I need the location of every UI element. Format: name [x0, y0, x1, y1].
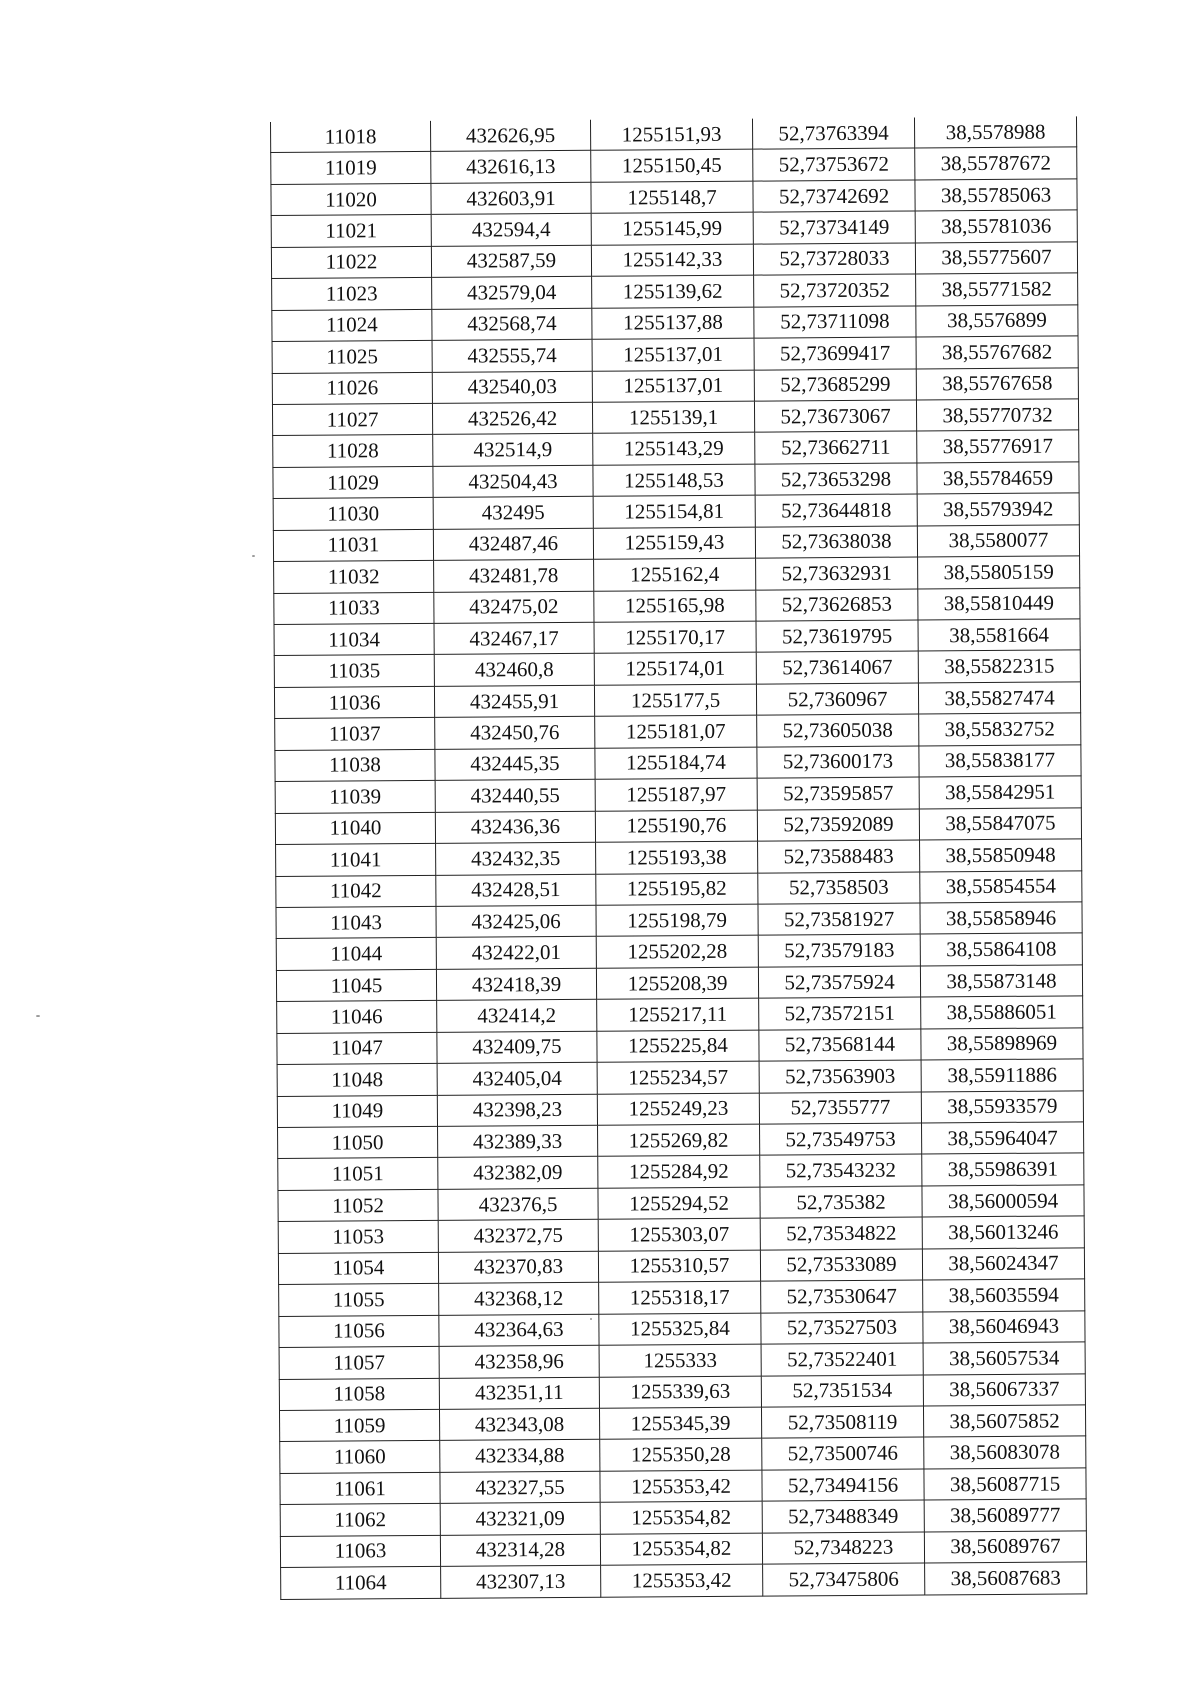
y-coordinate-cell: 1255174,01	[594, 653, 756, 686]
latitude-cell: 52,73673067	[754, 400, 916, 433]
y-coordinate-cell: 1255353,42	[600, 1470, 762, 1503]
y-coordinate-cell: 1255139,1	[592, 401, 754, 434]
point-number-cell: 11033	[274, 592, 434, 625]
point-number-cell: 11060	[280, 1441, 440, 1474]
y-coordinate-cell: 1255234,57	[597, 1061, 759, 1094]
point-number-cell: 11062	[280, 1504, 440, 1537]
longitude-cell: 38,55873148	[920, 965, 1082, 998]
x-coordinate-cell: 432504,43	[433, 465, 593, 498]
longitude-cell: 38,55832752	[919, 713, 1081, 746]
longitude-cell: 38,55986391	[922, 1153, 1084, 1186]
latitude-cell: 52,73734149	[753, 211, 915, 244]
longitude-cell: 38,55785063	[915, 179, 1077, 212]
longitude-cell: 38,56087683	[925, 1562, 1087, 1595]
longitude-cell: 38,55886051	[921, 996, 1083, 1029]
latitude-cell: 52,7348223	[762, 1532, 924, 1565]
y-coordinate-cell: 1255137,01	[592, 370, 754, 403]
x-coordinate-cell: 432440,55	[435, 779, 595, 812]
point-number-cell: 11035	[274, 655, 434, 688]
table-row	[281, 1562, 1087, 1599]
scan-speck	[252, 555, 255, 557]
latitude-cell: 52,73626853	[756, 589, 918, 622]
x-coordinate-cell: 432425,06	[436, 905, 596, 938]
point-number-cell: 11028	[273, 435, 433, 468]
x-coordinate-cell: 432358,96	[439, 1345, 599, 1378]
x-coordinate-cell: 432587,59	[431, 245, 591, 278]
longitude-cell: 38,56083078	[924, 1436, 1086, 1469]
point-number-cell: 11048	[277, 1063, 437, 1096]
point-number-cell: 11049	[277, 1095, 437, 1128]
y-coordinate-cell: 1255354,82	[600, 1533, 762, 1566]
longitude-cell: 38,56089777	[924, 1499, 1086, 1532]
x-coordinate-cell: 432370,83	[438, 1251, 598, 1284]
x-coordinate-cell: 432436,36	[435, 811, 595, 844]
x-coordinate-cell: 432351,11	[439, 1377, 599, 1410]
x-coordinate-cell: 432594,4	[431, 214, 591, 247]
point-number-cell: 11031	[273, 529, 433, 562]
longitude-cell: 38,56035594	[923, 1279, 1085, 1312]
point-number-cell: 11036	[274, 686, 434, 719]
point-number-cell: 11025	[272, 340, 432, 373]
latitude-cell: 52,73614067	[756, 651, 918, 684]
latitude-cell: 52,73592089	[757, 809, 919, 842]
point-number-cell: 11051	[278, 1158, 438, 1191]
y-coordinate-cell: 1255354,82	[600, 1501, 762, 1534]
y-coordinate-cell: 1255303,07	[598, 1218, 760, 1251]
longitude-cell: 38,55842951	[919, 776, 1081, 809]
latitude-cell: 52,73579183	[758, 934, 920, 967]
y-coordinate-cell: 1255333	[599, 1344, 761, 1377]
x-coordinate-cell: 432414,2	[437, 999, 597, 1032]
longitude-cell: 38,55767658	[916, 367, 1078, 400]
latitude-cell: 52,73644818	[755, 494, 917, 527]
y-coordinate-cell: 1255177,5	[594, 684, 756, 717]
x-coordinate-cell: 432422,01	[436, 937, 596, 970]
point-number-cell: 11029	[273, 466, 433, 499]
longitude-cell: 38,55827474	[918, 682, 1080, 715]
point-number-cell: 11047	[277, 1032, 437, 1065]
point-number-cell: 11053	[278, 1221, 438, 1254]
y-coordinate-cell: 1255181,07	[595, 715, 757, 748]
latitude-cell: 52,73543232	[760, 1154, 922, 1187]
x-coordinate-cell: 432372,75	[438, 1220, 598, 1253]
longitude-cell: 38,55787672	[915, 147, 1077, 180]
y-coordinate-cell: 1255148,53	[593, 464, 755, 497]
longitude-cell: 38,55810449	[918, 587, 1080, 620]
point-number-cell: 11042	[276, 875, 436, 908]
x-coordinate-cell: 432514,9	[433, 434, 593, 467]
y-coordinate-cell: 1255162,4	[594, 558, 756, 591]
longitude-cell: 38,55770732	[916, 399, 1078, 432]
latitude-cell: 52,73534822	[760, 1217, 922, 1250]
point-number-cell: 11034	[274, 623, 434, 656]
y-coordinate-cell: 1255225,84	[597, 1030, 759, 1063]
y-coordinate-cell: 1255190,76	[595, 810, 757, 843]
longitude-cell: 38,56000594	[922, 1185, 1084, 1218]
latitude-cell: 52,73494156	[762, 1469, 924, 1502]
longitude-cell: 38,56057534	[923, 1342, 1085, 1375]
x-coordinate-cell: 432389,33	[438, 1125, 598, 1158]
y-coordinate-cell: 1255148,7	[591, 181, 753, 214]
x-coordinate-cell: 432382,09	[438, 1157, 598, 1190]
latitude-cell: 52,73527503	[761, 1312, 923, 1345]
latitude-cell: 52,73632931	[756, 557, 918, 590]
latitude-cell: 52,73753672	[753, 148, 915, 181]
point-number-cell: 11019	[271, 152, 431, 185]
y-coordinate-cell: 1255325,84	[599, 1313, 761, 1346]
y-coordinate-cell: 1255345,39	[599, 1407, 761, 1440]
point-number-cell: 11023	[272, 278, 432, 311]
point-number-cell: 11057	[279, 1346, 439, 1379]
longitude-cell: 38,55850948	[920, 839, 1082, 872]
x-coordinate-cell: 432368,12	[439, 1282, 599, 1315]
x-coordinate-cell: 432495	[433, 497, 593, 530]
point-number-cell: 11020	[271, 183, 431, 216]
point-number-cell: 11032	[274, 560, 434, 593]
x-coordinate-cell: 432314,28	[440, 1534, 600, 1567]
x-coordinate-cell: 432428,51	[436, 874, 596, 907]
longitude-cell: 38,5581664	[918, 619, 1080, 652]
point-number-cell: 11027	[272, 403, 432, 436]
x-coordinate-cell: 432343,08	[439, 1408, 599, 1441]
longitude-cell: 38,55793942	[917, 493, 1079, 526]
y-coordinate-cell: 1255350,28	[600, 1438, 762, 1471]
y-coordinate-cell: 1255154,81	[593, 495, 755, 528]
x-coordinate-cell: 432579,04	[432, 276, 592, 309]
point-number-cell: 11061	[280, 1472, 440, 1505]
longitude-cell: 38,5578988	[914, 116, 1076, 148]
longitude-cell: 38,55864108	[920, 933, 1082, 966]
point-number-cell: 11044	[276, 938, 436, 971]
x-coordinate-cell: 432481,78	[434, 559, 594, 592]
y-coordinate-cell: 1255165,98	[594, 590, 756, 623]
latitude-cell: 52,73530647	[761, 1280, 923, 1313]
longitude-cell: 38,55776917	[917, 430, 1079, 463]
point-number-cell: 11063	[280, 1535, 440, 1568]
y-coordinate-cell: 1255202,28	[596, 935, 758, 968]
y-coordinate-cell: 1255249,23	[597, 1093, 759, 1126]
x-coordinate-cell: 432568,74	[432, 308, 592, 341]
longitude-cell: 38,55858946	[920, 902, 1082, 935]
longitude-cell: 38,55781036	[915, 210, 1077, 243]
latitude-cell: 52,7351534	[761, 1374, 923, 1407]
longitude-cell: 38,55784659	[917, 462, 1079, 495]
x-coordinate-cell: 432555,74	[432, 339, 592, 372]
y-coordinate-cell: 1255170,17	[594, 621, 756, 654]
x-coordinate-cell: 432376,5	[438, 1188, 598, 1221]
longitude-cell: 38,55771582	[916, 273, 1078, 306]
y-coordinate-cell: 1255150,45	[591, 150, 753, 183]
x-coordinate-cell: 432445,35	[435, 748, 595, 781]
x-coordinate-cell: 432405,04	[437, 1062, 597, 1095]
longitude-cell: 38,55822315	[918, 650, 1080, 683]
longitude-cell: 38,56089767	[924, 1531, 1086, 1564]
x-coordinate-cell: 432409,75	[437, 1031, 597, 1064]
point-number-cell: 11055	[279, 1284, 439, 1317]
latitude-cell: 52,73500746	[762, 1437, 924, 1470]
y-coordinate-cell: 1255137,01	[592, 338, 754, 371]
x-coordinate-cell: 432487,46	[433, 528, 593, 561]
latitude-cell: 52,73605038	[757, 714, 919, 747]
point-number-cell: 11059	[279, 1409, 439, 1442]
longitude-cell: 38,55911886	[921, 1059, 1083, 1092]
scan-speck	[36, 1015, 40, 1017]
x-coordinate-cell: 432450,76	[435, 717, 595, 750]
y-coordinate-cell: 1255198,79	[596, 904, 758, 937]
x-coordinate-cell: 432432,35	[436, 842, 596, 875]
latitude-cell: 52,73685299	[754, 368, 916, 401]
x-coordinate-cell: 432334,88	[440, 1440, 600, 1473]
y-coordinate-cell: 1255159,43	[593, 527, 755, 560]
x-coordinate-cell: 432626,95	[430, 120, 590, 152]
point-number-cell: 11054	[278, 1252, 438, 1285]
y-coordinate-cell: 1255139,62	[592, 275, 754, 308]
x-coordinate-cell: 432398,23	[437, 1094, 597, 1127]
y-coordinate-cell: 1255137,88	[592, 307, 754, 340]
x-coordinate-cell: 432418,39	[436, 968, 596, 1001]
y-coordinate-cell: 1255151,93	[590, 119, 752, 151]
latitude-cell: 52,73638038	[755, 526, 917, 559]
x-coordinate-cell: 432327,55	[440, 1471, 600, 1504]
latitude-cell: 52,73595857	[757, 777, 919, 810]
longitude-cell: 38,56013246	[922, 1216, 1084, 1249]
x-coordinate-cell: 432475,02	[434, 591, 594, 624]
y-coordinate-cell: 1255187,97	[595, 778, 757, 811]
y-coordinate-cell: 1255318,17	[599, 1281, 761, 1314]
longitude-cell: 38,56046943	[923, 1310, 1085, 1343]
longitude-cell: 38,55775607	[915, 242, 1077, 275]
x-coordinate-cell: 432467,17	[434, 622, 594, 655]
point-number-cell: 11040	[275, 812, 435, 845]
longitude-cell: 38,55964047	[922, 1122, 1084, 1155]
point-number-cell: 11022	[271, 246, 431, 279]
longitude-cell: 38,55847075	[919, 807, 1081, 840]
y-coordinate-cell: 1255294,52	[598, 1187, 760, 1220]
latitude-cell: 52,73619795	[756, 620, 918, 653]
latitude-cell: 52,73508119	[761, 1406, 923, 1439]
latitude-cell: 52,73720352	[754, 274, 916, 307]
point-number-cell: 11030	[273, 498, 433, 531]
longitude-cell: 38,56087715	[924, 1468, 1086, 1501]
coordinates-table	[270, 116, 1087, 1599]
x-coordinate-cell: 432460,8	[434, 654, 594, 687]
point-number-cell: 11018	[271, 121, 431, 153]
y-coordinate-cell: 1255310,57	[598, 1250, 760, 1283]
latitude-cell: 52,73533089	[760, 1249, 922, 1282]
point-number-cell: 11026	[272, 372, 432, 405]
longitude-cell: 38,56067337	[923, 1373, 1085, 1406]
point-number-cell: 11024	[272, 309, 432, 342]
latitude-cell: 52,73711098	[754, 306, 916, 339]
latitude-cell: 52,7355777	[759, 1092, 921, 1125]
point-number-cell: 11041	[276, 843, 436, 876]
x-coordinate-cell: 432616,13	[431, 151, 591, 184]
point-number-cell: 11058	[279, 1378, 439, 1411]
x-coordinate-cell: 432540,03	[432, 371, 592, 404]
longitude-cell: 38,55767682	[916, 336, 1078, 369]
x-coordinate-cell: 432455,91	[434, 685, 594, 718]
latitude-cell: 52,73653298	[755, 463, 917, 496]
latitude-cell: 52,73742692	[753, 180, 915, 213]
y-coordinate-cell: 1255339,63	[599, 1376, 761, 1409]
longitude-cell: 38,56024347	[922, 1248, 1084, 1281]
latitude-cell: 52,73581927	[758, 903, 920, 936]
longitude-cell: 38,55805159	[918, 556, 1080, 589]
y-coordinate-cell: 1255269,82	[598, 1124, 760, 1157]
y-coordinate-cell: 1255193,38	[596, 841, 758, 874]
latitude-cell: 52,73588483	[758, 840, 920, 873]
point-number-cell: 11050	[278, 1126, 438, 1159]
longitude-cell: 38,5580077	[917, 525, 1079, 558]
longitude-cell: 38,56075852	[923, 1405, 1085, 1438]
longitude-cell: 38,5576899	[916, 304, 1078, 337]
latitude-cell: 52,73575924	[758, 966, 920, 999]
y-coordinate-cell: 1255142,33	[591, 244, 753, 277]
x-coordinate-cell: 432364,63	[439, 1314, 599, 1347]
longitude-cell: 38,55838177	[919, 745, 1081, 778]
point-number-cell: 11056	[279, 1315, 439, 1348]
latitude-cell: 52,73763394	[752, 118, 914, 150]
y-coordinate-cell: 1255284,92	[598, 1156, 760, 1189]
latitude-cell: 52,73662711	[755, 431, 917, 464]
y-coordinate-cell: 1255143,29	[593, 432, 755, 465]
y-coordinate-cell: 1255208,39	[596, 967, 758, 1000]
x-coordinate-cell: 432526,42	[432, 402, 592, 435]
point-number-cell: 11039	[275, 781, 435, 814]
latitude-cell: 52,73522401	[761, 1343, 923, 1376]
latitude-cell: 52,7360967	[756, 683, 918, 716]
point-number-cell: 11064	[281, 1566, 441, 1599]
latitude-cell: 52,73572151	[759, 997, 921, 1030]
latitude-cell: 52,73549753	[760, 1123, 922, 1156]
point-number-cell: 11037	[275, 718, 435, 751]
x-coordinate-cell: 432321,09	[440, 1502, 600, 1535]
point-number-cell: 11045	[276, 969, 436, 1002]
y-coordinate-cell: 1255217,11	[597, 998, 759, 1031]
longitude-cell: 38,55898969	[921, 1028, 1083, 1061]
x-coordinate-cell: 432603,91	[431, 182, 591, 215]
coordinates-table-wrapper	[270, 116, 1086, 1599]
latitude-cell: 52,73699417	[754, 337, 916, 370]
latitude-cell: 52,73568144	[759, 1029, 921, 1062]
point-number-cell: 11021	[271, 215, 431, 248]
latitude-cell: 52,73563903	[759, 1060, 921, 1093]
y-coordinate-cell: 1255353,42	[601, 1564, 763, 1597]
latitude-cell: 52,7358503	[758, 871, 920, 904]
latitude-cell: 52,73728033	[753, 243, 915, 276]
latitude-cell: 52,735382	[760, 1186, 922, 1219]
point-number-cell: 11038	[275, 749, 435, 782]
latitude-cell: 52,73600173	[757, 746, 919, 779]
point-number-cell: 11043	[276, 906, 436, 939]
y-coordinate-cell: 1255184,74	[595, 747, 757, 780]
longitude-cell: 38,55854554	[920, 870, 1082, 903]
point-number-cell: 11046	[277, 1001, 437, 1034]
latitude-cell: 52,73488349	[762, 1500, 924, 1533]
x-coordinate-cell: 432307,13	[441, 1565, 601, 1598]
y-coordinate-cell: 1255195,82	[596, 873, 758, 906]
longitude-cell: 38,55933579	[921, 1090, 1083, 1123]
coordinates-table-body	[271, 116, 1087, 1599]
latitude-cell: 52,73475806	[763, 1563, 925, 1596]
y-coordinate-cell: 1255145,99	[591, 212, 753, 245]
point-number-cell: 11052	[278, 1189, 438, 1222]
